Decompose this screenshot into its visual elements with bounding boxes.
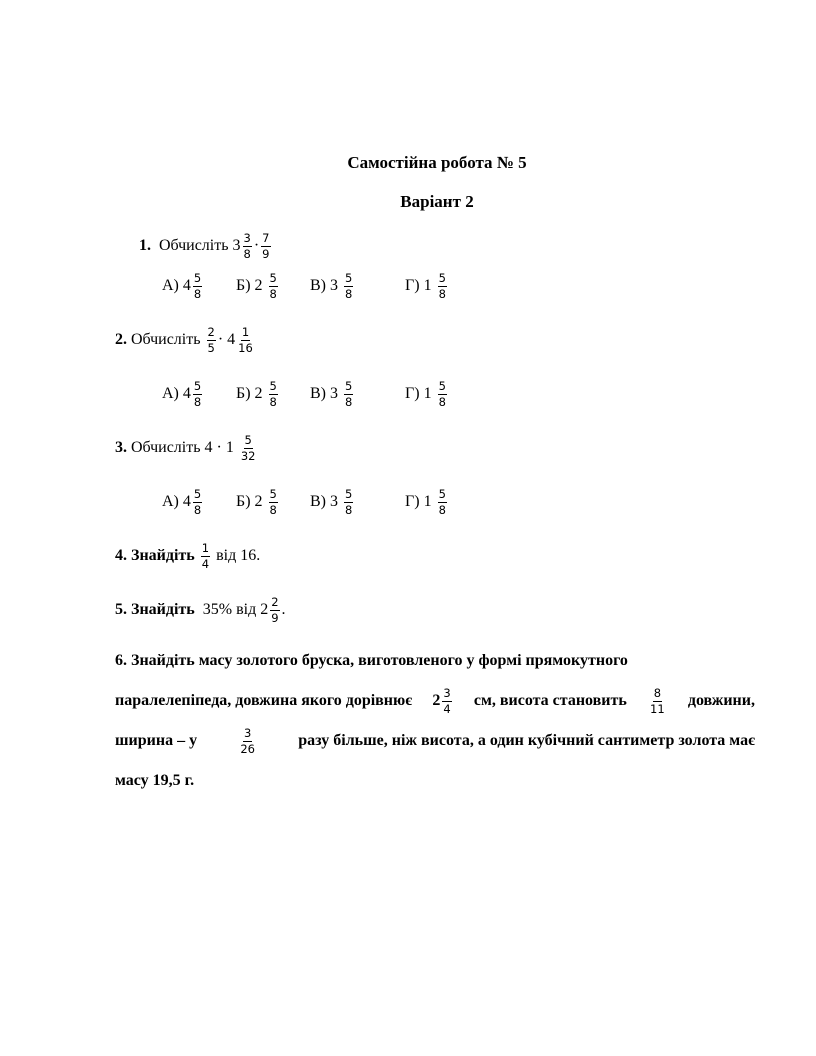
task-text: Знайдіть xyxy=(131,547,195,565)
operator: · xyxy=(217,331,224,349)
fraction: $\frac{1}{16}$ xyxy=(238,325,253,355)
task-1 xyxy=(139,232,273,260)
task-text: Знайдіть масу золотого бруска, виготовленого у формі прямокутного xyxy=(131,652,628,669)
task-text: см, висота становить xyxy=(473,692,627,709)
task-6-line-1 xyxy=(115,641,755,681)
option-b[interactable]: Б) 2 $\frac{5}{8}$ xyxy=(236,487,277,517)
option-c[interactable]: В) 3 $\frac{5}{8}$ xyxy=(310,271,353,301)
task-text: Обчисліть xyxy=(131,439,201,457)
task-text: масу 19,5 г. xyxy=(115,772,195,789)
task-number: 2. xyxy=(115,331,127,349)
task-number: 6. xyxy=(115,652,127,669)
option-c[interactable]: В) 3 $\frac{5}{8}$ xyxy=(310,487,353,517)
option-d[interactable]: Г) 1 $\frac{5}{8}$ xyxy=(405,379,446,409)
page-title: Самостійна робота № 5 xyxy=(347,153,527,172)
task-text: Обчисліть xyxy=(131,331,201,349)
mixed-whole: 1 xyxy=(225,439,234,457)
task-3 xyxy=(115,434,258,462)
task-percent: 35% від xyxy=(202,601,257,619)
option-a[interactable]: А) 4 $\frac{5}{8}$ xyxy=(162,379,202,409)
fraction: $\frac{2}{5}$ xyxy=(207,325,215,355)
variant-title: Варіант 2 xyxy=(400,192,474,211)
operator: · xyxy=(216,439,222,457)
task-text: довжини, xyxy=(687,692,755,709)
option-c[interactable]: В) 3 $\frac{5}{8}$ xyxy=(310,379,353,409)
task-5 xyxy=(115,596,286,624)
fraction: $\frac{5}{32}$ xyxy=(240,433,256,463)
mixed-whole: 4 xyxy=(227,331,236,349)
task-number: 1. xyxy=(139,237,151,255)
task-6-line-2 xyxy=(115,681,755,721)
task-number: 3. xyxy=(115,439,127,457)
task-4 xyxy=(115,542,260,570)
task-text: ширина – у xyxy=(115,732,198,749)
option-b[interactable]: Б) 2 $\frac{5}{8}$ xyxy=(236,271,277,301)
mixed-whole: 3 xyxy=(232,237,241,255)
task-number: 4. xyxy=(115,547,127,565)
operand: 4 xyxy=(204,439,213,457)
fraction: $\frac{3}{26}$ xyxy=(240,725,255,756)
task-6-line-3 xyxy=(115,721,755,761)
fraction: $\frac{3}{8}$ xyxy=(243,231,251,261)
task-text: разу більше, ніж висота, а один кубічний сантиметр золота має xyxy=(298,732,755,749)
task-text: Обчисліть xyxy=(159,237,229,255)
task-6-line-4 xyxy=(115,761,755,801)
task-2-options xyxy=(0,380,816,416)
option-a[interactable]: А) 4 $\frac{5}{8}$ xyxy=(162,487,202,517)
fraction: $\frac{1}{4}$ xyxy=(201,541,210,571)
option-b[interactable]: Б) 2 $\frac{5}{8}$ xyxy=(236,379,277,409)
task-6 xyxy=(115,641,755,801)
operator: · xyxy=(253,237,260,255)
task-text: паралелепіпеда, довжина якого дорівнює xyxy=(115,692,413,709)
fraction: $\frac{2}{9}$ xyxy=(271,595,279,625)
mixed-number: 2 $\frac{3}{4}$ xyxy=(432,685,451,716)
option-d[interactable]: Г) 1 $\frac{5}{8}$ xyxy=(405,487,446,517)
task-number: 5. xyxy=(115,601,127,619)
task-3-options xyxy=(0,488,816,524)
mixed-whole: 2 xyxy=(260,601,269,619)
task-tail: від 16. xyxy=(216,547,261,565)
task-tail: . xyxy=(281,601,286,619)
task-2 xyxy=(115,326,256,354)
fraction: $\frac{7}{9}$ xyxy=(262,231,270,261)
option-d[interactable]: Г) 1 $\frac{5}{8}$ xyxy=(405,271,446,301)
fraction: $\frac{8}{11}$ xyxy=(650,685,665,716)
task-text: Знайдіть xyxy=(131,601,195,619)
task-1-options xyxy=(0,272,816,308)
option-a[interactable]: А) 4 $\frac{5}{8}$ xyxy=(162,271,202,301)
